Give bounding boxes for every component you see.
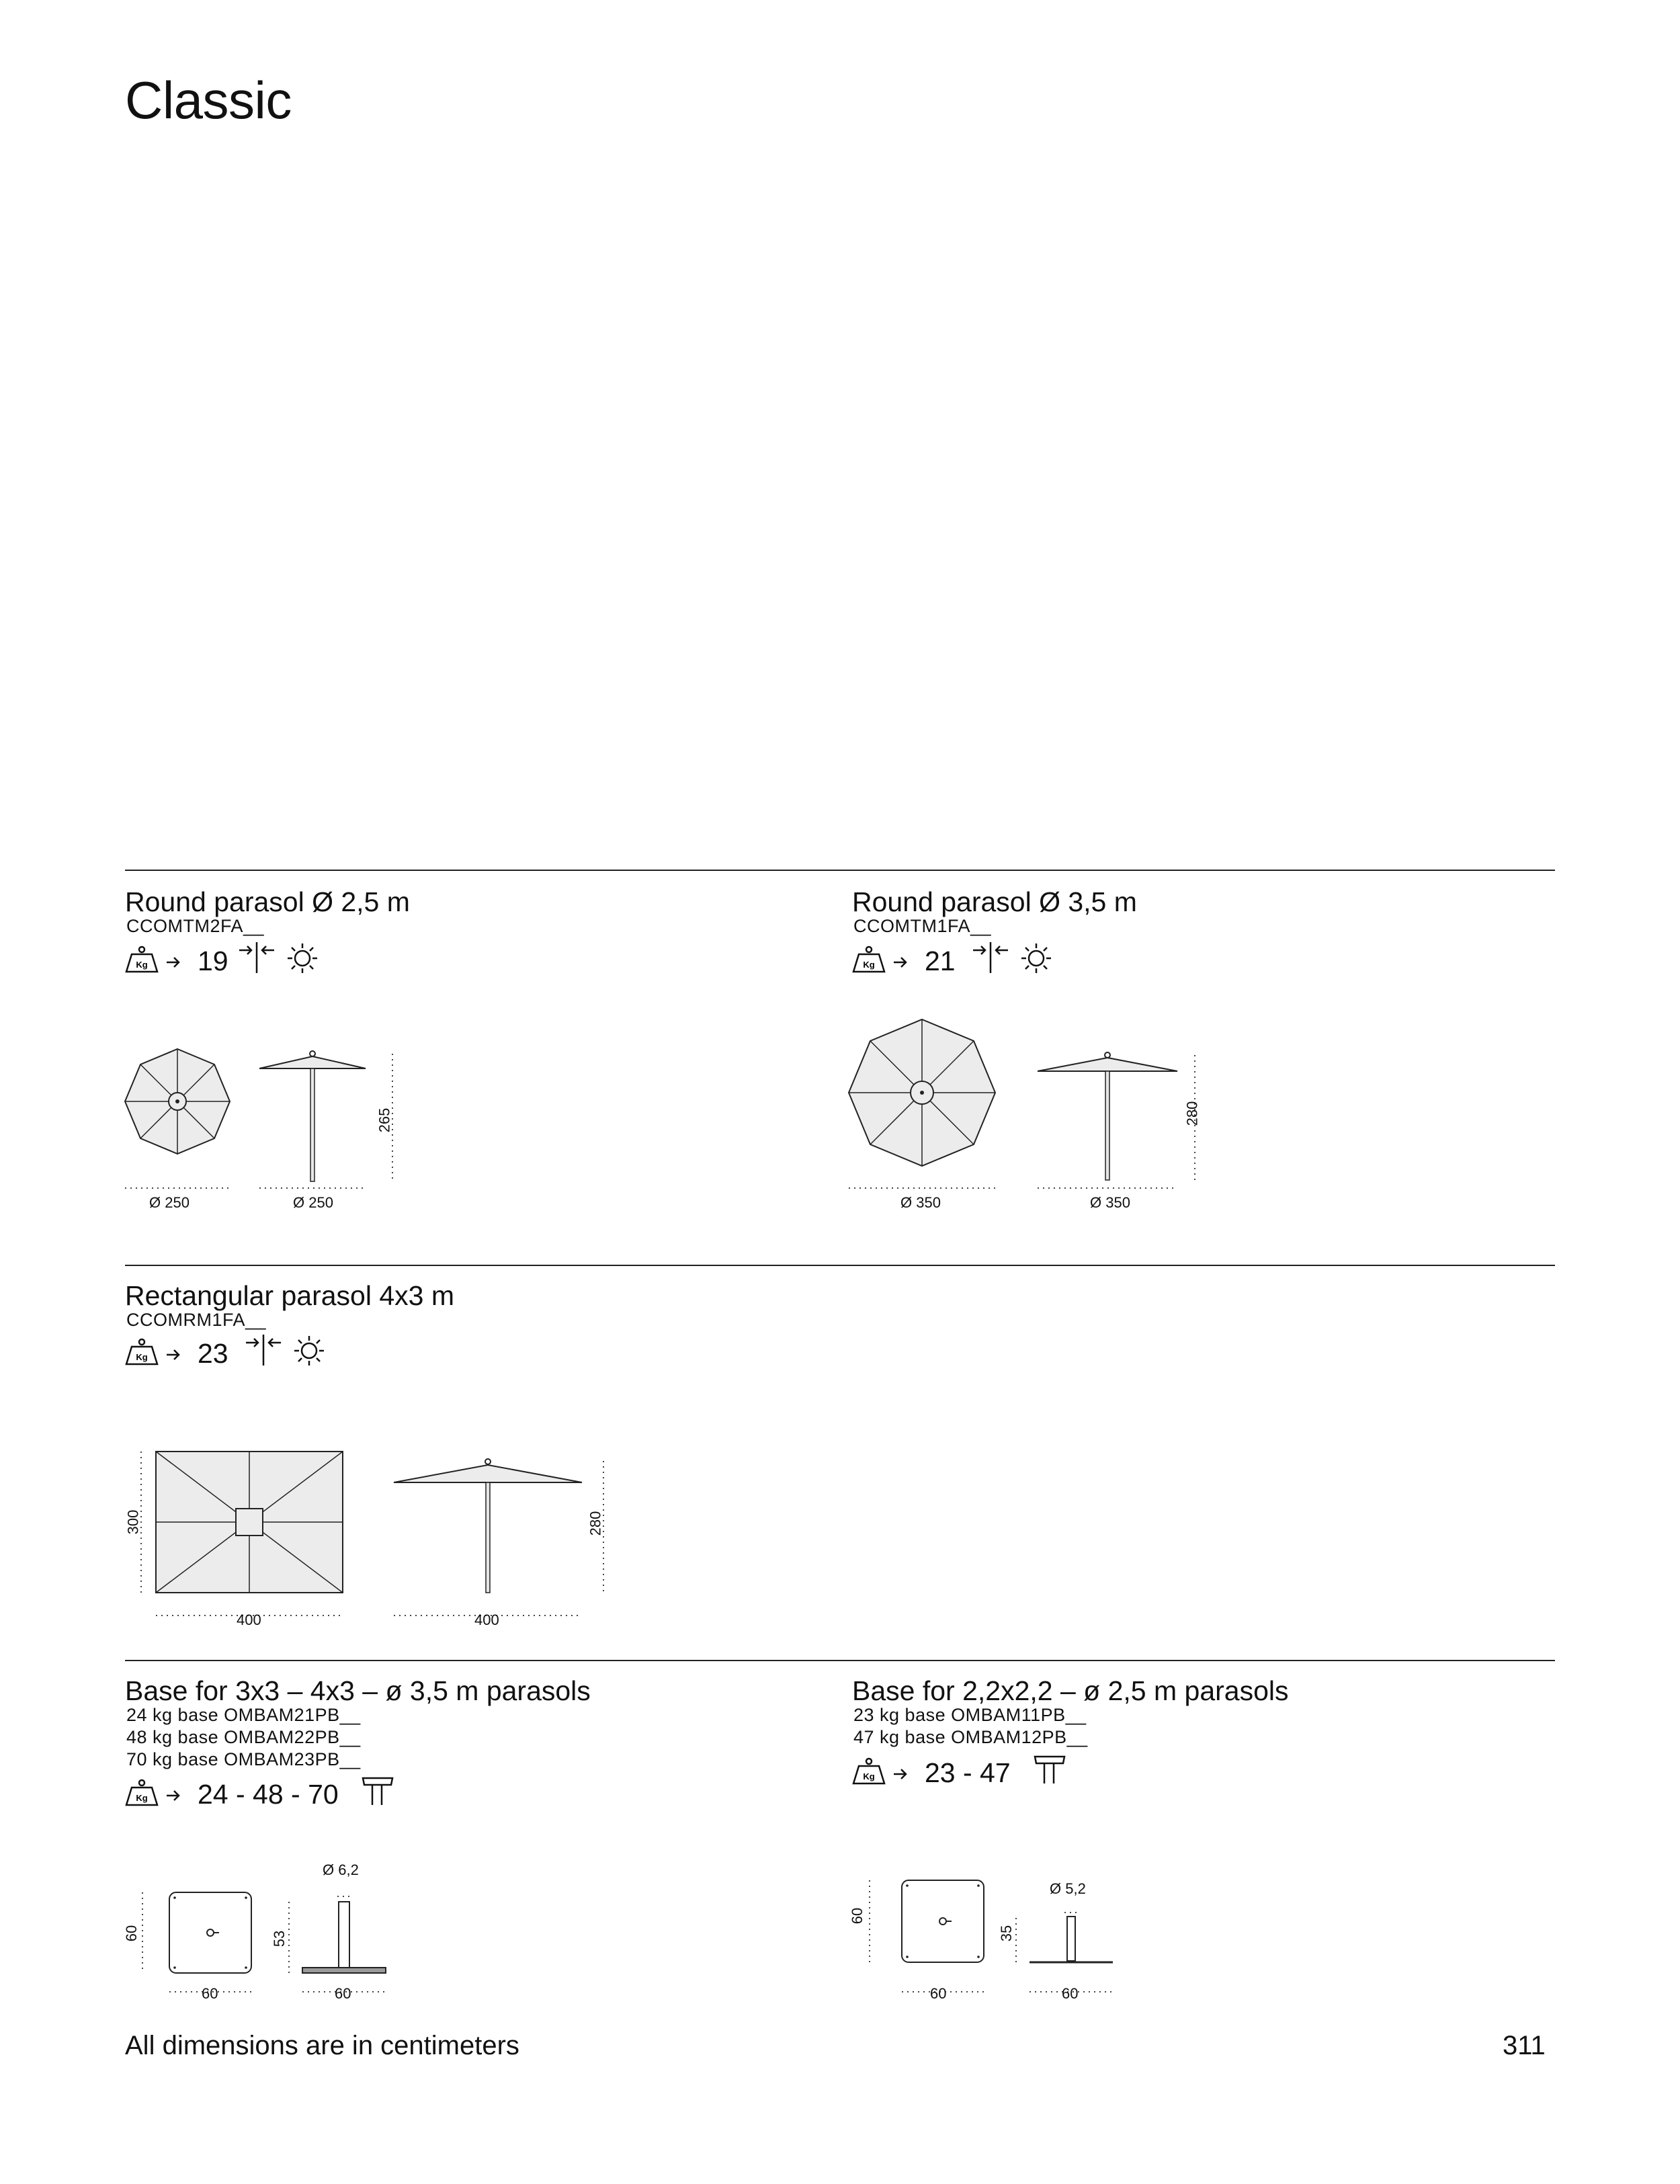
product-title: Base for 2,2x2,2 – ø 2,5 m parasols [852,1675,1289,1706]
product-specs [852,941,1054,978]
dimension-label: 60 [930,1985,947,2002]
parasol-side-view [259,1051,366,1181]
base-stand-icon [362,1775,395,1806]
product-title: Round parasol Ø 2,5 m [125,886,410,917]
dimension-label: Ø 250 [293,1194,333,1211]
base-top-view [169,1892,251,1973]
product-code: CCOMRM1FA__ [126,1310,267,1330]
product-title: Round parasol Ø 3,5 m [852,886,1137,917]
dimension-label: 60 [202,1985,218,2002]
footer-note: All dimensions are in centimeters [125,2031,519,2060]
dimension-label: Ø 5,2 [1050,1880,1086,1897]
arrow-right-icon [892,1767,910,1781]
dimension-label: 300 [124,1509,142,1535]
section-divider [125,1265,1555,1266]
parasol-top-view [125,1049,230,1154]
dimension-label: 280 [1183,1101,1201,1126]
dimension-label: 400 [237,1611,261,1628]
weight-kg-icon [125,1339,159,1367]
svg-text:Kg: Kg [136,1793,148,1803]
base-top-view [902,1880,984,1962]
dimension-label: 400 [474,1611,499,1628]
dimension-label: 35 [998,1925,1015,1942]
weight-kg-icon [852,1758,886,1786]
weight-kg-icon [852,946,886,974]
dimension-label: Ø 350 [1090,1194,1130,1211]
weight-value: 23 - 47 [925,1757,1011,1788]
base-drawing [849,1875,1134,2009]
svg-text:Kg: Kg [863,960,875,970]
parasol-top-view [849,1019,995,1166]
weight-kg-icon [125,1779,159,1808]
foldable-icon [245,1333,282,1367]
product-specs [125,1774,407,1812]
parasol-drawing [121,1048,417,1210]
base-side-view [302,1896,386,1973]
foldable-icon [238,941,276,974]
arrow-right-icon [165,956,183,969]
weight-kg-icon [125,946,159,974]
page-number: 311 [1503,2031,1546,2060]
dimension-label: 280 [587,1511,604,1536]
svg-text:Kg: Kg [136,1352,148,1362]
dimension-label: Ø 250 [149,1194,190,1211]
product-specs [125,941,327,978]
arrow-right-icon [165,1789,183,1802]
sun-icon [286,942,319,974]
product-code: 23 kg base OMBAM11PB__ [853,1705,1087,1725]
product-code: CCOMTM1FA__ [853,916,992,936]
weight-value: 23 [198,1338,228,1369]
product-code: 47 kg base OMBAM12PB__ [853,1727,1088,1747]
dimension-label: 60 [1062,1985,1079,2002]
base-side-view [1030,1913,1113,1962]
parasol-side-view [394,1459,582,1593]
foldable-icon [972,941,1009,974]
section-divider [125,870,1555,871]
dimension-label: 60 [123,1925,140,1942]
dimension-label: 265 [376,1107,393,1133]
weight-value: 19 [198,946,228,976]
product-code: 70 kg base OMBAM23PB__ [126,1749,361,1769]
product-title: Rectangular parasol 4x3 m [125,1280,454,1311]
product-code: 24 kg base OMBAM21PB__ [126,1705,361,1725]
base-stand-icon [1034,1754,1067,1785]
weight-value: 21 [925,946,956,976]
parasol-drawing [848,1019,1211,1214]
svg-text:Kg: Kg [863,1771,875,1781]
parasol-drawing [132,1445,616,1626]
arrow-right-icon [165,1348,183,1361]
sun-icon [293,1335,325,1367]
product-specs [125,1333,327,1371]
sun-icon [1020,942,1052,974]
dimension-label: 53 [271,1930,288,1947]
weight-value: 24 - 48 - 70 [198,1779,339,1810]
product-code: CCOMTM2FA__ [126,916,265,936]
section-divider [125,1660,1555,1661]
dimension-label: Ø 6,2 [323,1861,359,1878]
product-specs [852,1753,1094,1790]
product-title: Base for 3x3 – 4x3 – ø 3,5 m parasols [125,1675,591,1706]
product-code: 48 kg base OMBAM22PB__ [126,1727,361,1747]
base-drawing [125,1882,407,2009]
arrow-right-icon [892,956,910,969]
svg-text:Kg: Kg [136,960,148,970]
dimension-label: 60 [335,1985,351,2002]
parasol-top-view [156,1452,343,1593]
parasol-side-view [1038,1052,1177,1180]
dimension-label: Ø 350 [900,1194,941,1211]
dimension-label: 60 [849,1907,866,1925]
page-title: Classic [125,71,292,130]
